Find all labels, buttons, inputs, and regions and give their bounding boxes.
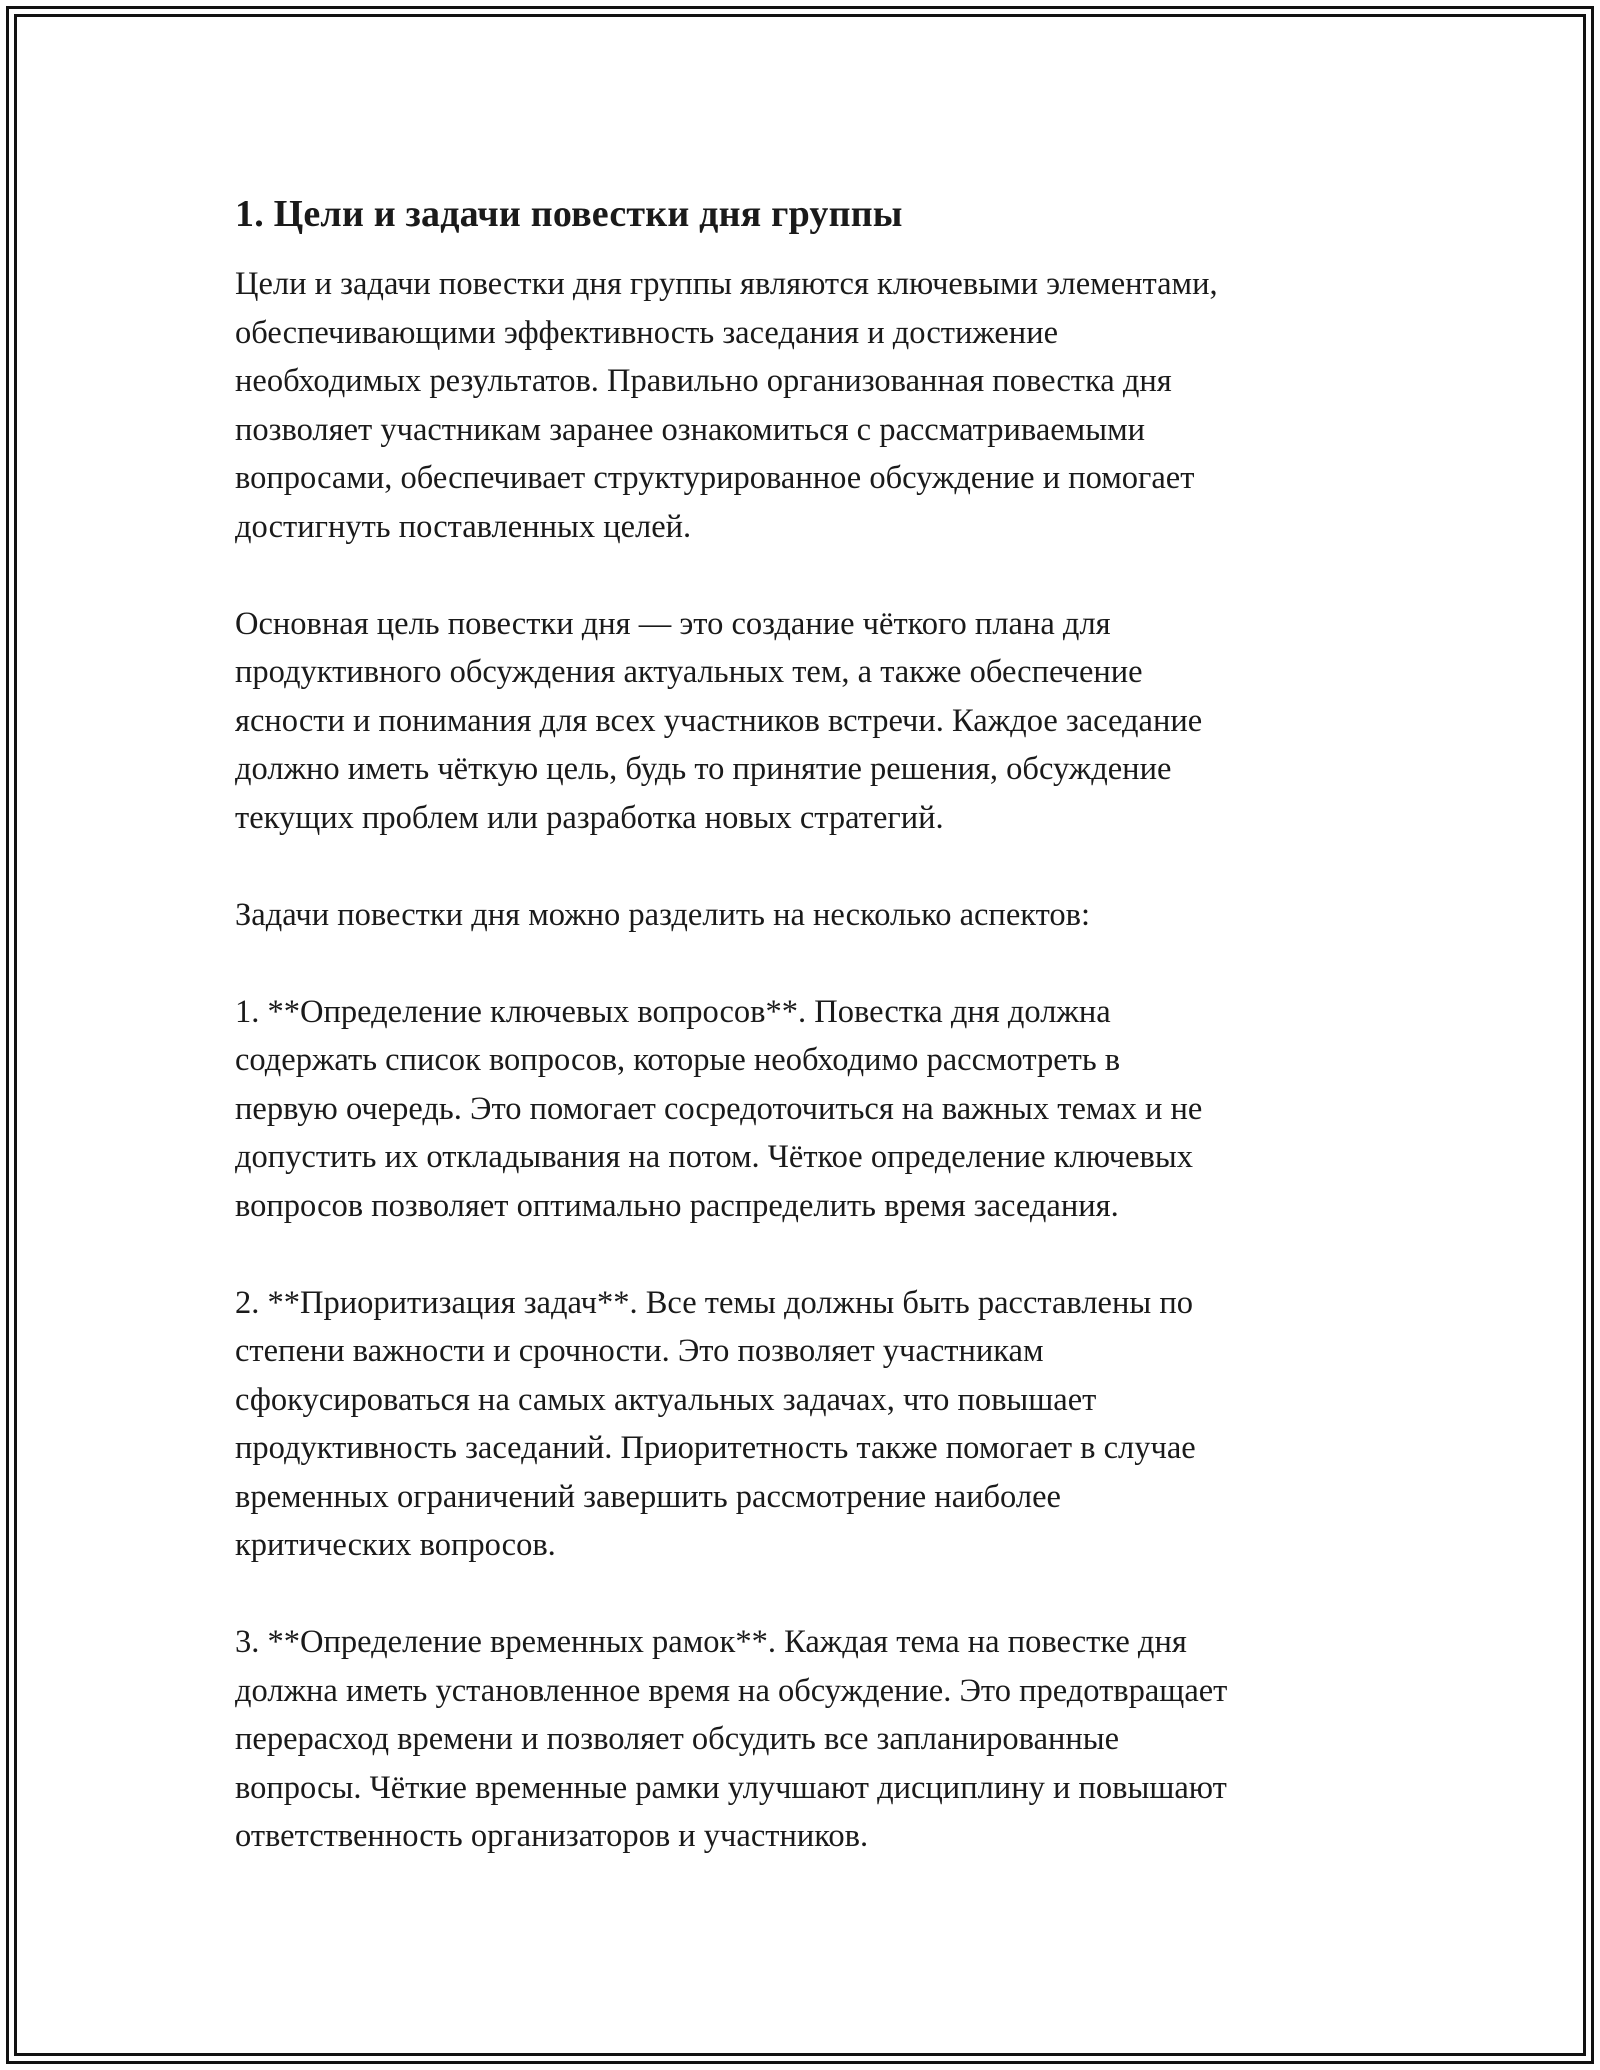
document-body	[235, 260, 1385, 1861]
paragraph-intro: Цели и задачи повестки дня группы являются ключевыми элементами, обеспечивающими эффективность заседания и достижение необходимых результатов. Правильно организованная повестка дня позволяет участникам заранее ознакомиться с рассматриваемыми вопросами, обеспечивает структурированное обсуждение и помогает достигнуть поставленных целей.	[235, 266, 1218, 545]
paragraph-main-goal: Основная цель повестки дня — это создание чёткого плана для продуктивного обсуждения актуальных тем, а также обеспечение ясности и понимания для всех участников встречи. Каждое заседание должно иметь чёткую цель, будь то принятие решения, обсуждение текущих проблем или разработка новых стратегий.	[235, 605, 1203, 836]
list-item-prioritization: 2. **Приоритизация задач**. Все темы должны быть расставлены по степени важности и срочности. Это позволяет участникам сфокусироваться на самых актуальных задачах, что повышает продуктивность заседаний. Приоритетность также помогает в случае временных ограничений завершить рассмотрение наиболее критических вопросов.	[235, 1284, 1196, 1563]
paragraph-tasks-intro: Задачи повестки дня можно разделить на несколько аспектов:	[235, 896, 1091, 933]
list-item-time-frames: 3. **Определение временных рамок**. Каждая тема на повестке дня должна иметь установленное время на обсуждение. Это предотвращает перерасход времени и позволяет обсудить все запланированные вопросы. Чёткие временные рамки улучшают дисциплину и повышают ответственность организаторов и участников.	[235, 1624, 1228, 1854]
document-content	[235, 188, 1385, 1861]
section-heading: 1. Цели и задачи повестки дня группы	[235, 193, 903, 235]
list-item-key-questions: 1. **Определение ключевых вопросов**. Повестка дня должна содержать список вопросов, которые необходимо рассмотреть в первую очередь. Это помогает сосредоточиться на важных темах и не допустить их откладывания на потом. Чёткое определение ключевых вопросов позволяет оптимально распределить время заседания.	[235, 993, 1203, 1224]
